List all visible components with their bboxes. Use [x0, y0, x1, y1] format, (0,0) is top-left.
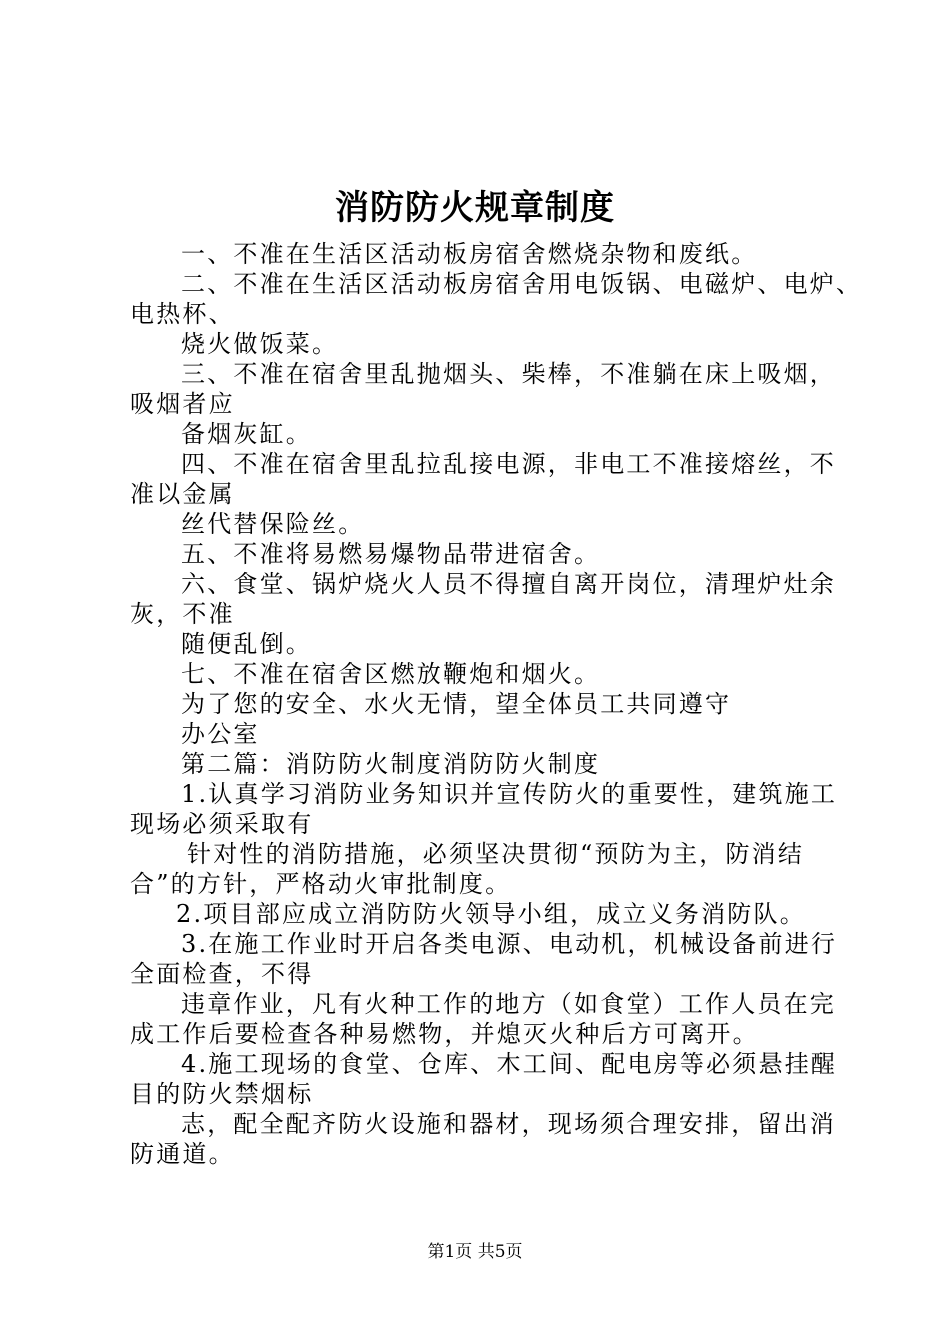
document-title: 消防防火规章制度: [335, 188, 615, 228]
body-line-5: 三、不准在宿舍里乱抛烟头、柴棒，不准躺在床上吸烟，: [181, 360, 836, 388]
body-line-9: 准以金属: [130, 480, 235, 508]
body-line-19: 1.认真学习消防业务知识并宣传防火的重要性，建筑施工: [181, 780, 838, 808]
body-line-28: 4.施工现场的食堂、仓库、木工间、配电房等必须悬挂醒: [181, 1050, 838, 1078]
body-line-29: 目的防火禁烟标: [130, 1080, 314, 1108]
body-line-1: 一、不准在生活区活动板房宿舍燃烧杂物和废纸。: [181, 240, 758, 268]
body-line-31: 防通道。: [130, 1140, 235, 1168]
body-line-30: 志，配全配齐防火设施和器材，现场须合理安排，留出消: [181, 1110, 836, 1138]
body-line-13: 灰，不准: [130, 600, 235, 628]
body-line-7: 备烟灰缸。: [181, 420, 312, 448]
body-line-17: 办公室: [181, 720, 260, 748]
body-line-25: 全面检查，不得: [130, 960, 314, 988]
body-line-4: 烧火做饭菜。: [181, 330, 339, 358]
body-line-15: 七、不准在宿舍区燃放鞭炮和烟火。: [181, 660, 601, 688]
body-line-2: 二、不准在生活区活动板房宿舍用电饭锅、电磁炉、电炉、: [181, 270, 863, 298]
body-line-16: 为了您的安全、水火无情，望全体员工共同遵守: [181, 690, 732, 718]
body-line-26: 违章作业，凡有火种工作的地方（如食堂）工作人员在完: [181, 990, 836, 1018]
body-line-20: 现场必须采取有: [130, 810, 314, 838]
body-line-27: 成工作后要检查各种易燃物，并熄灭火种后方可离开。: [130, 1020, 759, 1048]
body-line-22: 合”的方针，严格动火审批制度。: [130, 870, 512, 898]
body-line-24: 3.在施工作业时开启各类电源、电动机，机械设备前进行: [181, 930, 838, 958]
body-line-8: 四、不准在宿舍里乱拉乱接电源，非电工不准接熔丝，不: [181, 450, 836, 478]
body-line-3: 电热杯、: [130, 300, 235, 328]
body-line-12: 六、食堂、锅炉烧火人员不得擅自离开岗位，清理炉灶余: [181, 570, 836, 598]
body-line-10: 丝代替保险丝。: [181, 510, 365, 538]
body-line-6: 吸烟者应: [130, 390, 235, 418]
body-line-11: 五、不准将易燃易爆物品带进宿舍。: [181, 540, 601, 568]
page-number-footer: 第1页 共5页: [427, 1242, 523, 1262]
body-line-14: 随便乱倒。: [181, 630, 312, 658]
body-line-21: 针对性的消防措施，必须坚决贯彻“预防为主，防消结: [187, 840, 805, 868]
body-line-23: 2.项目部应成立消防防火领导小组，成立义务消防队。: [176, 900, 806, 928]
body-line-18: 第二篇：消防防火制度消防防火制度: [181, 750, 601, 778]
